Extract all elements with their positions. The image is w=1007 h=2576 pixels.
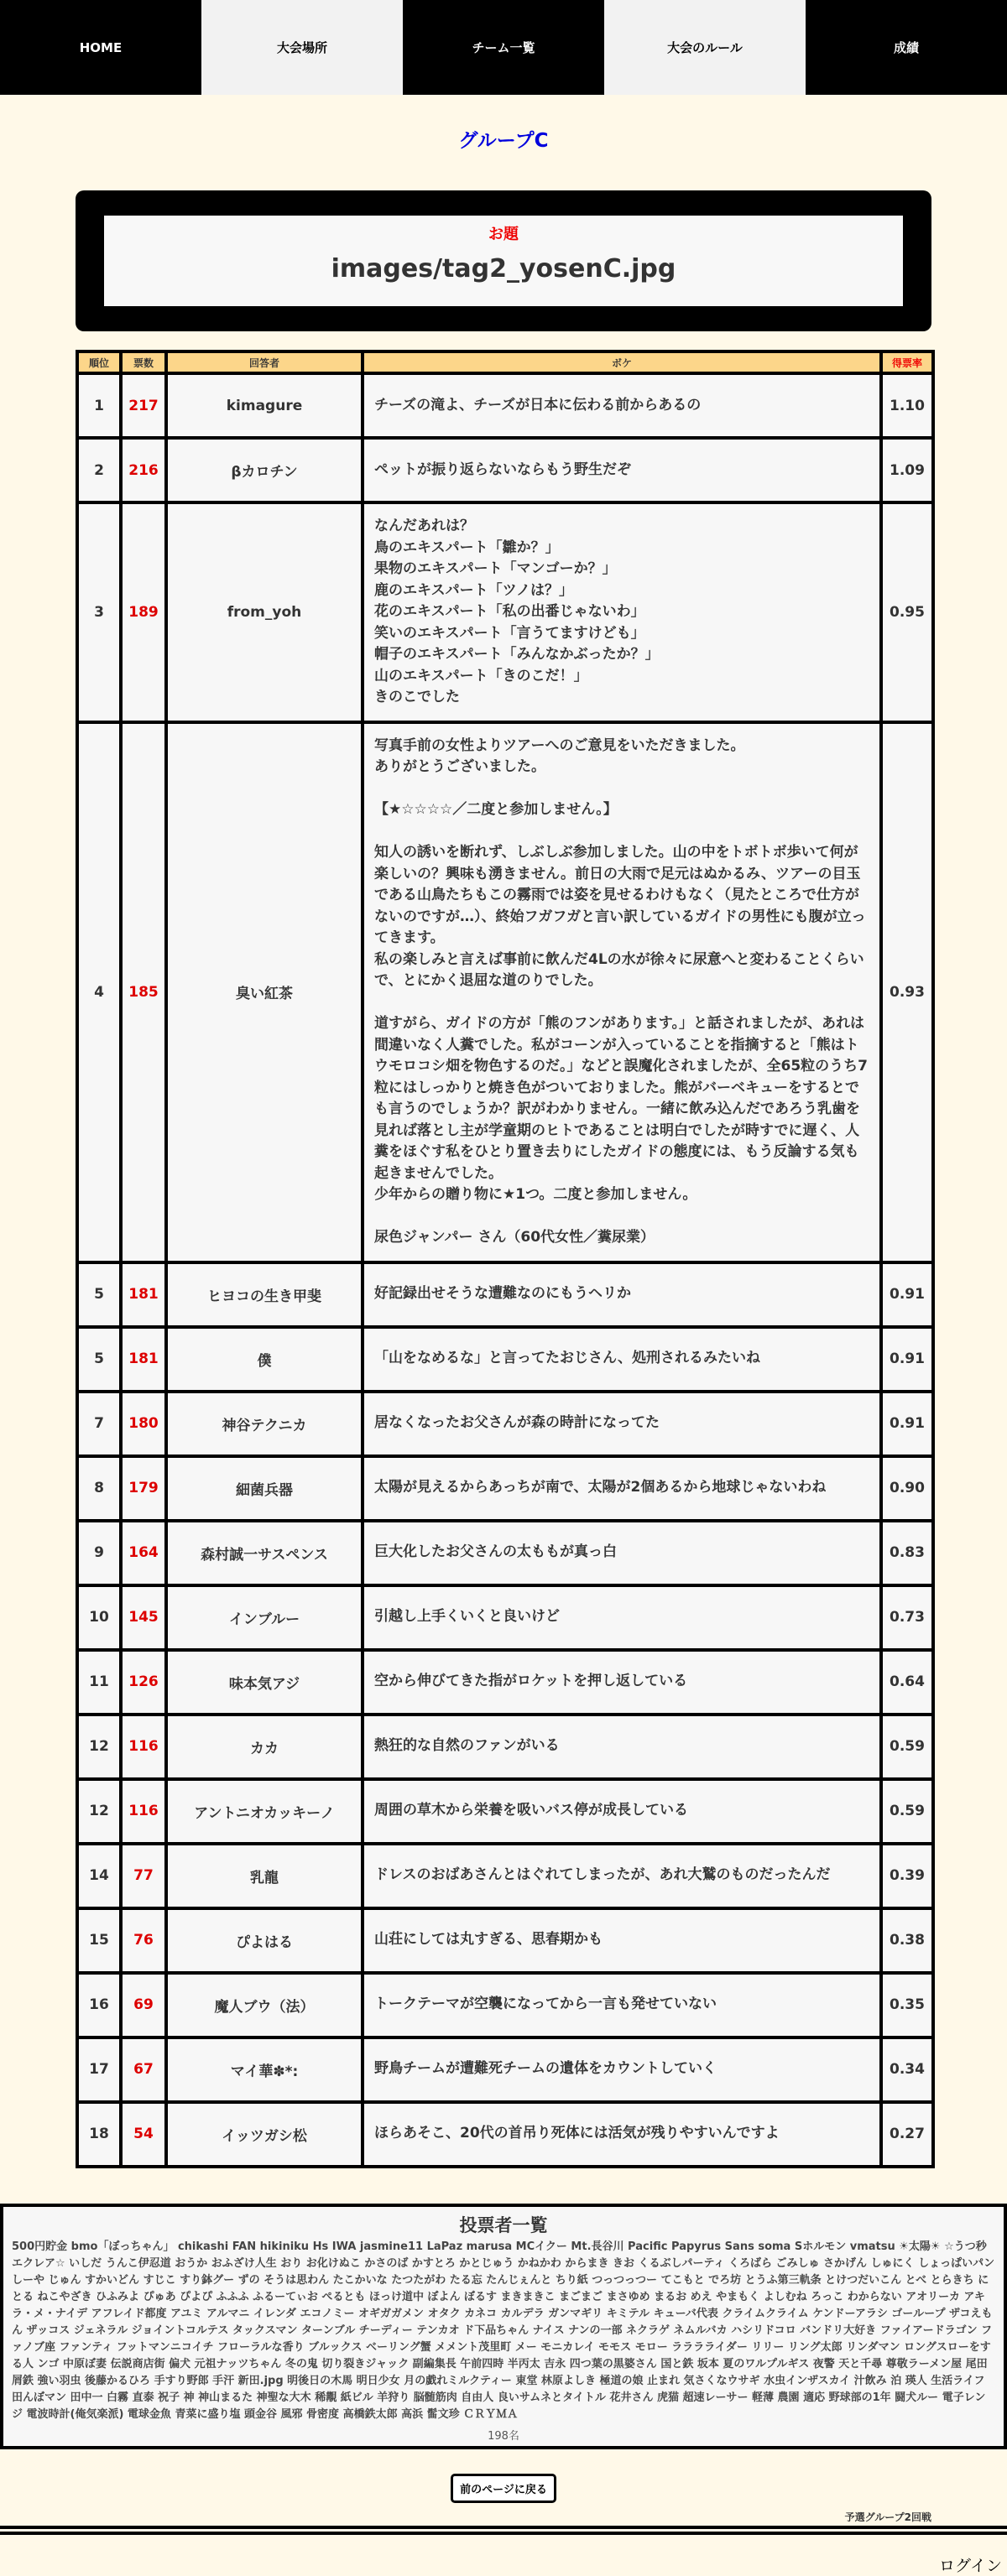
table-row [77, 2037, 933, 2102]
table-row [77, 1908, 933, 1973]
rank-cell: 14 [77, 1844, 121, 1908]
rank-cell: 1 [77, 373, 121, 438]
boke-cell: 巨大化したお父さんの太ももが真っ白 [363, 1521, 881, 1585]
rank-cell: 9 [77, 1521, 121, 1585]
rate-cell: 0.39 [881, 1844, 933, 1908]
main-nav [0, 0, 1007, 95]
voter-names: 500円貯金 bmo「ぼっちゃん」 chikashi FAN hikiniku Hs IWA jasmine11 LaPaz marusa MCイクー Mt.長谷川 Pacific Papyrus Sans soma Sホルモン vmatsu ☀太陽☀ ☆うつ秒エクレア☆ いしだ うんこ伊忍道 おうか おふざけ人生 おり お化けぬこ かさのば かすとろ かとじゅう かねかわ からまき きお くるぶしパーティ くろばら ごみしゅ さかげん しゅにく しょっぱいパン しーや じゅん すかいどん すじこ すり鉢グー ずの そうは思わん たこかいな たつたがわ たる忘 たんじぇんと ちり紙 つっつっつー てこもと でろ坊 とうふ第三軌条 とけつだいこん とべ とらきち にとる ねこやざき ひふみよ ぴゅあ ぴよぴ ふふふ ふるーてぃお ぺるとも ほっけ道中 ぼよん ぼるす まきまきこ まごまご まさゆめ まるお めえ やまもく よしむね ろっこ わからない アオリーカ アキラ・メ・ナイデ アフレイド都度 アユミ アルマニ イレンダ エコノミー オギガガメン オタク カネコ カルデラ ガンマギリ キミテル キューバ代表 クライムクライム ケンドーアラシ ゴーループ ザコえもん ザッコス ジェネラル ジョイントコルテス タックスマン ターンブル チーディー テンカオ ド下品ちゃん ナイス ナンの一部 ネクラゲ ネムルバカ ハシリドコロ バンドリ大好き ファイアードラゴン ファノブ座 ファンティ フットマンニコイチ フローラルな香り ブルックス ベーリング蟹 メメント茂里町 メー モニカレイ モモス モロー ラララライダー リリー リング太郎 リンダマン ロングスローをする人 ンゴ 中原ぼ妻 伝説商店街 偏犬 元祖ナッツちゃん 冬の鬼 切り裂きジャック 副編集長 午前四時 半丙太 吉永 四つ葉の黒婆さん 国と鉄 坂本 夏のワルプルギス 夜警 天と千尋 尊敬ラーメン屋 尾田 屑鉄 強い羽虫 後藤かるひろ 手すり野郎 手汗 新田.jpg 明後日の木馬 明日少女 月の戯れミルクティー 東堂 林原よしき 極道の娘 止まれ 気さくなウサギ 水虫インザスカイ 汁飲み 泊 瑛人 生活ライフ 田んぼマン 田中一 白霧 直泰 祝子 神 神山まるた 神聖な大木 稀覯 紙ビル 羊狩り 脳髄筋肉 自由人 良いサムネとタイトル 花井さん 虎猫 超速レーサー 軽薄 農園 適応 野球部の1年 闘犬ルー 電子レンジ 電波時計(俺気楽派) 電球金魚 青菜に盛り塩 頭金谷 風邪 骨密度 高橋鉄太郎 高浜 髷文珍 ＣＲＹＭＡ [12, 2240, 995, 2421]
votes-cell: 185 [121, 722, 166, 1262]
table-row [77, 1715, 933, 1779]
rank-cell: 11 [77, 1650, 121, 1715]
voter-list-title: 投票者一覧 [459, 2214, 548, 2235]
header-boke: ボケ [363, 351, 881, 373]
table-row [77, 1650, 933, 1715]
table-row [77, 2102, 933, 2167]
table-row [77, 438, 933, 502]
table-header-row [77, 351, 933, 373]
respondent-cell: イッツガシ松 [166, 2102, 363, 2167]
respondent-cell: 細菌兵器 [166, 1456, 363, 1521]
votes-cell: 217 [121, 373, 166, 438]
boke-cell: 空から伸びてきた指がロケットを押し返している [363, 1650, 881, 1715]
rank-cell: 16 [77, 1973, 121, 2037]
boke-cell: チーズの滝よ、チーズが日本に伝わる前からあるの [363, 373, 881, 438]
table-row [77, 1779, 933, 1844]
rate-cell: 0.34 [881, 2037, 933, 2102]
rate-cell: 1.09 [881, 438, 933, 502]
rate-cell: 0.35 [881, 1973, 933, 2037]
rate-cell: 0.59 [881, 1715, 933, 1779]
rate-cell: 0.93 [881, 722, 933, 1262]
login-link[interactable]: ログイン [938, 2556, 1002, 2575]
rate-cell: 0.83 [881, 1521, 933, 1585]
voter-count: 198名 [488, 2429, 519, 2443]
votes-cell: 126 [121, 1650, 166, 1715]
back-button[interactable]: 前のページに戻る [451, 2474, 556, 2503]
rank-cell: 12 [77, 1779, 121, 1844]
table-row [77, 1262, 933, 1327]
votes-cell: 116 [121, 1779, 166, 1844]
rank-cell: 2 [77, 438, 121, 502]
rank-cell: 12 [77, 1715, 121, 1779]
nav-venue[interactable]: 大会場所 [201, 0, 403, 95]
header-votes: 票数 [121, 351, 166, 373]
respondent-cell: 乳龍 [166, 1844, 363, 1908]
theme-image-path: images/tag2_yosenC.jpg [331, 254, 676, 284]
boke-cell: 山荘にしては丸すぎる、思春期かも [363, 1908, 881, 1973]
votes-cell: 189 [121, 502, 166, 722]
votes-cell: 180 [121, 1392, 166, 1456]
rate-cell: 0.91 [881, 1327, 933, 1392]
boke-cell: 熱狂的な自然のファンがいる [363, 1715, 881, 1779]
votes-cell: 145 [121, 1585, 166, 1650]
votes-cell: 181 [121, 1327, 166, 1392]
results-table [76, 350, 935, 2168]
table-row [77, 1844, 933, 1908]
rank-cell: 8 [77, 1456, 121, 1521]
votes-cell: 179 [121, 1456, 166, 1521]
respondent-cell: 神谷テクニカ [166, 1392, 363, 1456]
votes-cell: 67 [121, 2037, 166, 2102]
votes-cell: 181 [121, 1262, 166, 1327]
table-row [77, 1327, 933, 1392]
nav-home[interactable]: HOME [0, 0, 201, 95]
table-row [77, 1585, 933, 1650]
boke-cell: トークテーマが空襲になってから一言も発せていない [363, 1973, 881, 2037]
rate-cell: 0.73 [881, 1585, 933, 1650]
votes-cell: 164 [121, 1521, 166, 1585]
boke-cell: ペットが振り返らないならもう野生だぞ [363, 438, 881, 502]
votes-cell: 69 [121, 1973, 166, 2037]
voter-list [0, 2204, 1007, 2449]
rank-cell: 17 [77, 2037, 121, 2102]
rate-cell: 1.10 [881, 373, 933, 438]
nav-rules[interactable]: 大会のルール [604, 0, 806, 95]
respondent-cell: from_yoh [166, 502, 363, 722]
theme-box [76, 190, 931, 331]
nav-results[interactable]: 成績 [806, 0, 1007, 95]
nav-teams[interactable]: チーム一覧 [403, 0, 604, 95]
rate-cell: 0.38 [881, 1908, 933, 1973]
boke-cell: 好記録出せそうな遭難なのにもうヘリか [363, 1262, 881, 1327]
rank-cell: 3 [77, 502, 121, 722]
table-row [77, 373, 933, 438]
respondent-cell: ぴよはる [166, 1908, 363, 1973]
rate-cell: 0.64 [881, 1650, 933, 1715]
respondent-cell: 魔人ブウ（法） [166, 1973, 363, 2037]
votes-cell: 216 [121, 438, 166, 502]
table-row [77, 1521, 933, 1585]
respondent-cell: βカロチン [166, 438, 363, 502]
respondent-cell: 森村誠一サスペンス [166, 1521, 363, 1585]
table-row [77, 1392, 933, 1456]
table-row [77, 1456, 933, 1521]
header-name: 回答者 [166, 351, 363, 373]
rank-cell: 7 [77, 1392, 121, 1456]
rank-cell: 10 [77, 1585, 121, 1650]
respondent-cell: 僕 [166, 1327, 363, 1392]
boke-cell: ドレスのおばあさんとはぐれてしまったが、あれ大鷲のものだったんだ [363, 1844, 881, 1908]
boke-cell: 写真手前の女性よりツアーへのご意見をいただきました。 ありがとうございました。 【★☆☆☆☆／二度と参加しません。】 知人の誘いを断れず、しぶしぶ参加しました。山の中をトボトボ歩いて何が楽しいの？興味も湧きません。前日の大雨で足元はぬかるみ、ツアーの目玉である山鳥たちもこの霧雨では姿を見せるわけもなく（見たところで仕方がないのですが…）、終始フガフガと言い訳しているガイドの男性にも腹が立ってきます。 私の楽しみと言えば事前に飲んだ4Lの水が徐々に尿意へと変わることくらいで、とにかく退屈な道のりでした。 道すがら、ガイドの方が「熊のフンがあります。」と話されましたが、あれは間違いなく人糞でした。私がコーンが入っていることを指摘すると「熊はトウモロコシ畑を物色するのだ。」などと誤魔化されましたが、全65粒のうち7粒にはしっかりと焼き色がついておりました。熊がバーベキューをするとでも言うのでしょうか？訳がわかりません。一緒に飲み込んだであろう乳歯を見れば落とし主が学童期のヒトであることは明白でしたが時すでに遅く、人糞をほぐす私をひとり置き去りにしたガイドの態度には、もう反論する気も起きませんでした。 少年からの贈り物に★1つ。二度と参加しません。 尿色ジャンパー さん（60代女性／糞尿業） [363, 722, 881, 1262]
respondent-cell: カカ [166, 1715, 363, 1779]
rank-cell: 4 [77, 722, 121, 1262]
respondent-cell: kimagure [166, 373, 363, 438]
theme-panel [104, 216, 903, 306]
rank-cell: 5 [77, 1262, 121, 1327]
rank-cell: 5 [77, 1327, 121, 1392]
boke-cell: 野鳥チームが遭難死チームの遺体をカウントしていく [363, 2037, 881, 2102]
header-rank: 順位 [77, 351, 121, 373]
header-rate: 得票率 [881, 351, 933, 373]
respondent-cell: 臭い紅茶 [166, 722, 363, 1262]
divider [0, 2526, 1007, 2535]
boke-cell: 引越し上手くいくと良いけど [363, 1585, 881, 1650]
respondent-cell: 味本気アジ [166, 1650, 363, 1715]
respondent-cell: ヒヨコの生き甲斐 [166, 1262, 363, 1327]
votes-cell: 54 [121, 2102, 166, 2167]
rate-cell: 0.90 [881, 1456, 933, 1521]
respondent-cell: マイ華✽*: [166, 2037, 363, 2102]
theme-label: お題 [488, 226, 519, 243]
table-row [77, 502, 933, 722]
rate-cell: 0.95 [881, 502, 933, 722]
boke-cell: 周囲の草木から栄養を吸いバス停が成長している [363, 1779, 881, 1844]
boke-cell: 太陽が見えるからあっちが南で、太陽が2個あるから地球じゃないわね [363, 1456, 881, 1521]
respondent-cell: アントニオカッキーノ [166, 1779, 363, 1844]
rate-cell: 0.59 [881, 1779, 933, 1844]
boke-cell: 「山をなめるな」と言ってたおじさん、処刑されるみたいね [363, 1327, 881, 1392]
rate-cell: 0.27 [881, 2102, 933, 2167]
votes-cell: 116 [121, 1715, 166, 1779]
respondent-cell: インブルー [166, 1585, 363, 1650]
boke-cell: なんだあれは？ 鳥のエキスパート「雛か？」 果物のエキスパート「マンゴーか？」 鹿のエキスパート「ツノは？」 花のエキスパート「私の出番じゃないわ」 笑いのエキスパート「言うてますけども」 帽子のエキスパート「みんなかぶったか？」 山のエキスパート「きのこだ！」 きのこでした [363, 502, 881, 722]
round-label: 予選グループ2回戦 [844, 2511, 931, 2523]
table-row [77, 1973, 933, 2037]
rank-cell: 18 [77, 2102, 121, 2167]
rate-cell: 0.91 [881, 1262, 933, 1327]
page-title: グループC [458, 130, 549, 152]
rank-cell: 15 [77, 1908, 121, 1973]
boke-cell: ほらあそこ、20代の首吊り死体には活気が残りやすいんですよ [363, 2102, 881, 2167]
votes-cell: 77 [121, 1844, 166, 1908]
table-row [77, 722, 933, 1262]
votes-cell: 76 [121, 1908, 166, 1973]
boke-cell: 居なくなったお父さんが森の時計になってた [363, 1392, 881, 1456]
rate-cell: 0.91 [881, 1392, 933, 1456]
